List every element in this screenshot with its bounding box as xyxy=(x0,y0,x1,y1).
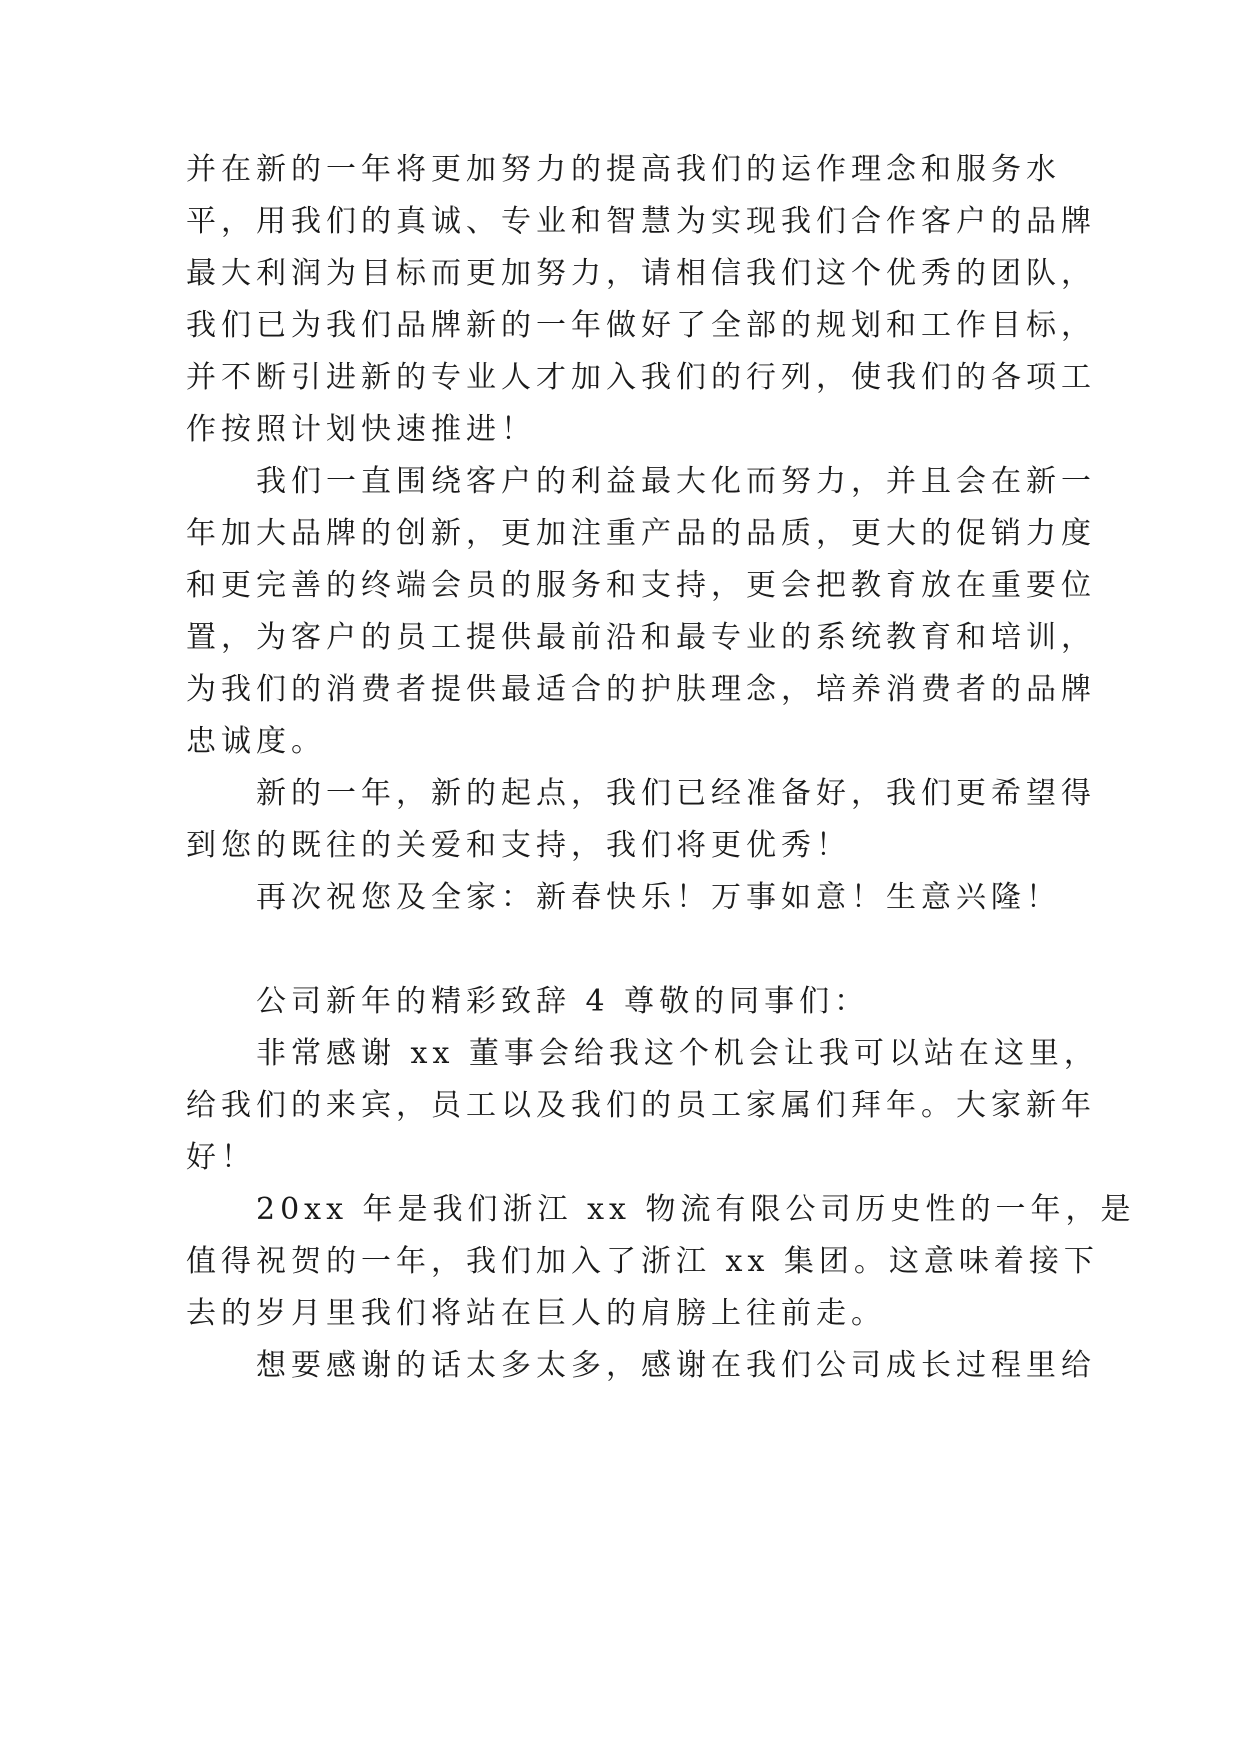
body-text-line: 去的岁月里我们将站在巨人的肩膀上往前走。 xyxy=(186,1296,886,1331)
body-text-line: 并不断引进新的专业人才加入我们的行列，使我们的各项工 xyxy=(186,360,1096,395)
paragraph-first-line: 想要感谢的话太多太多，感谢在我们公司成长过程里给 xyxy=(256,1348,1096,1383)
body-text-line: 到您的既往的关爱和支持，我们将更优秀！ xyxy=(186,828,851,863)
body-text-line: 忠诚度。 xyxy=(186,724,326,759)
paragraph-first-line: 非常感谢 xx 董事会给我这个机会让我可以站在这里， xyxy=(256,1036,1099,1071)
body-text-line: 给我们的来宾，员工以及我们的员工家属们拜年。大家新年 xyxy=(186,1088,1096,1123)
body-text-line: 平，用我们的真诚、专业和智慧为实现我们合作客户的品牌 xyxy=(186,204,1096,239)
closing-greeting-line: 再次祝您及全家：新春快乐！万事如意！生意兴隆！ xyxy=(256,880,1061,915)
paragraph-first-line: 20xx 年是我们浙江 xx 物流有限公司历史性的一年，是 xyxy=(256,1192,1136,1227)
body-text-line: 好！ xyxy=(186,1140,256,1175)
body-text-line: 年加大品牌的创新，更加注重产品的品质，更大的促销力度 xyxy=(186,516,1096,551)
section-heading-line: 公司新年的精彩致辞 4 尊敬的同事们： xyxy=(256,984,870,1019)
body-text-line: 值得祝贺的一年，我们加入了浙江 xx 集团。这意味着接下 xyxy=(186,1244,1099,1279)
paragraph-first-line: 我们一直围绕客户的利益最大化而努力，并且会在新一 xyxy=(256,464,1096,499)
body-text-line: 和更完善的终端会员的服务和支持，更会把教育放在重要位 xyxy=(186,568,1096,603)
body-text-line: 置，为客户的员工提供最前沿和最专业的系统教育和培训， xyxy=(186,620,1096,655)
body-text-line: 我们已为我们品牌新的一年做好了全部的规划和工作目标， xyxy=(186,308,1096,343)
paragraph-first-line: 新的一年，新的起点，我们已经准备好，我们更希望得 xyxy=(256,776,1096,811)
body-text-line: 并在新的一年将更加努力的提高我们的运作理念和服务水 xyxy=(186,152,1061,187)
body-text-line: 作按照计划快速推进！ xyxy=(186,412,536,447)
body-text-line: 最大利润为目标而更加努力，请相信我们这个优秀的团队， xyxy=(186,256,1096,291)
body-text-line: 为我们的消费者提供最适合的护肤理念，培养消费者的品牌 xyxy=(186,672,1096,707)
